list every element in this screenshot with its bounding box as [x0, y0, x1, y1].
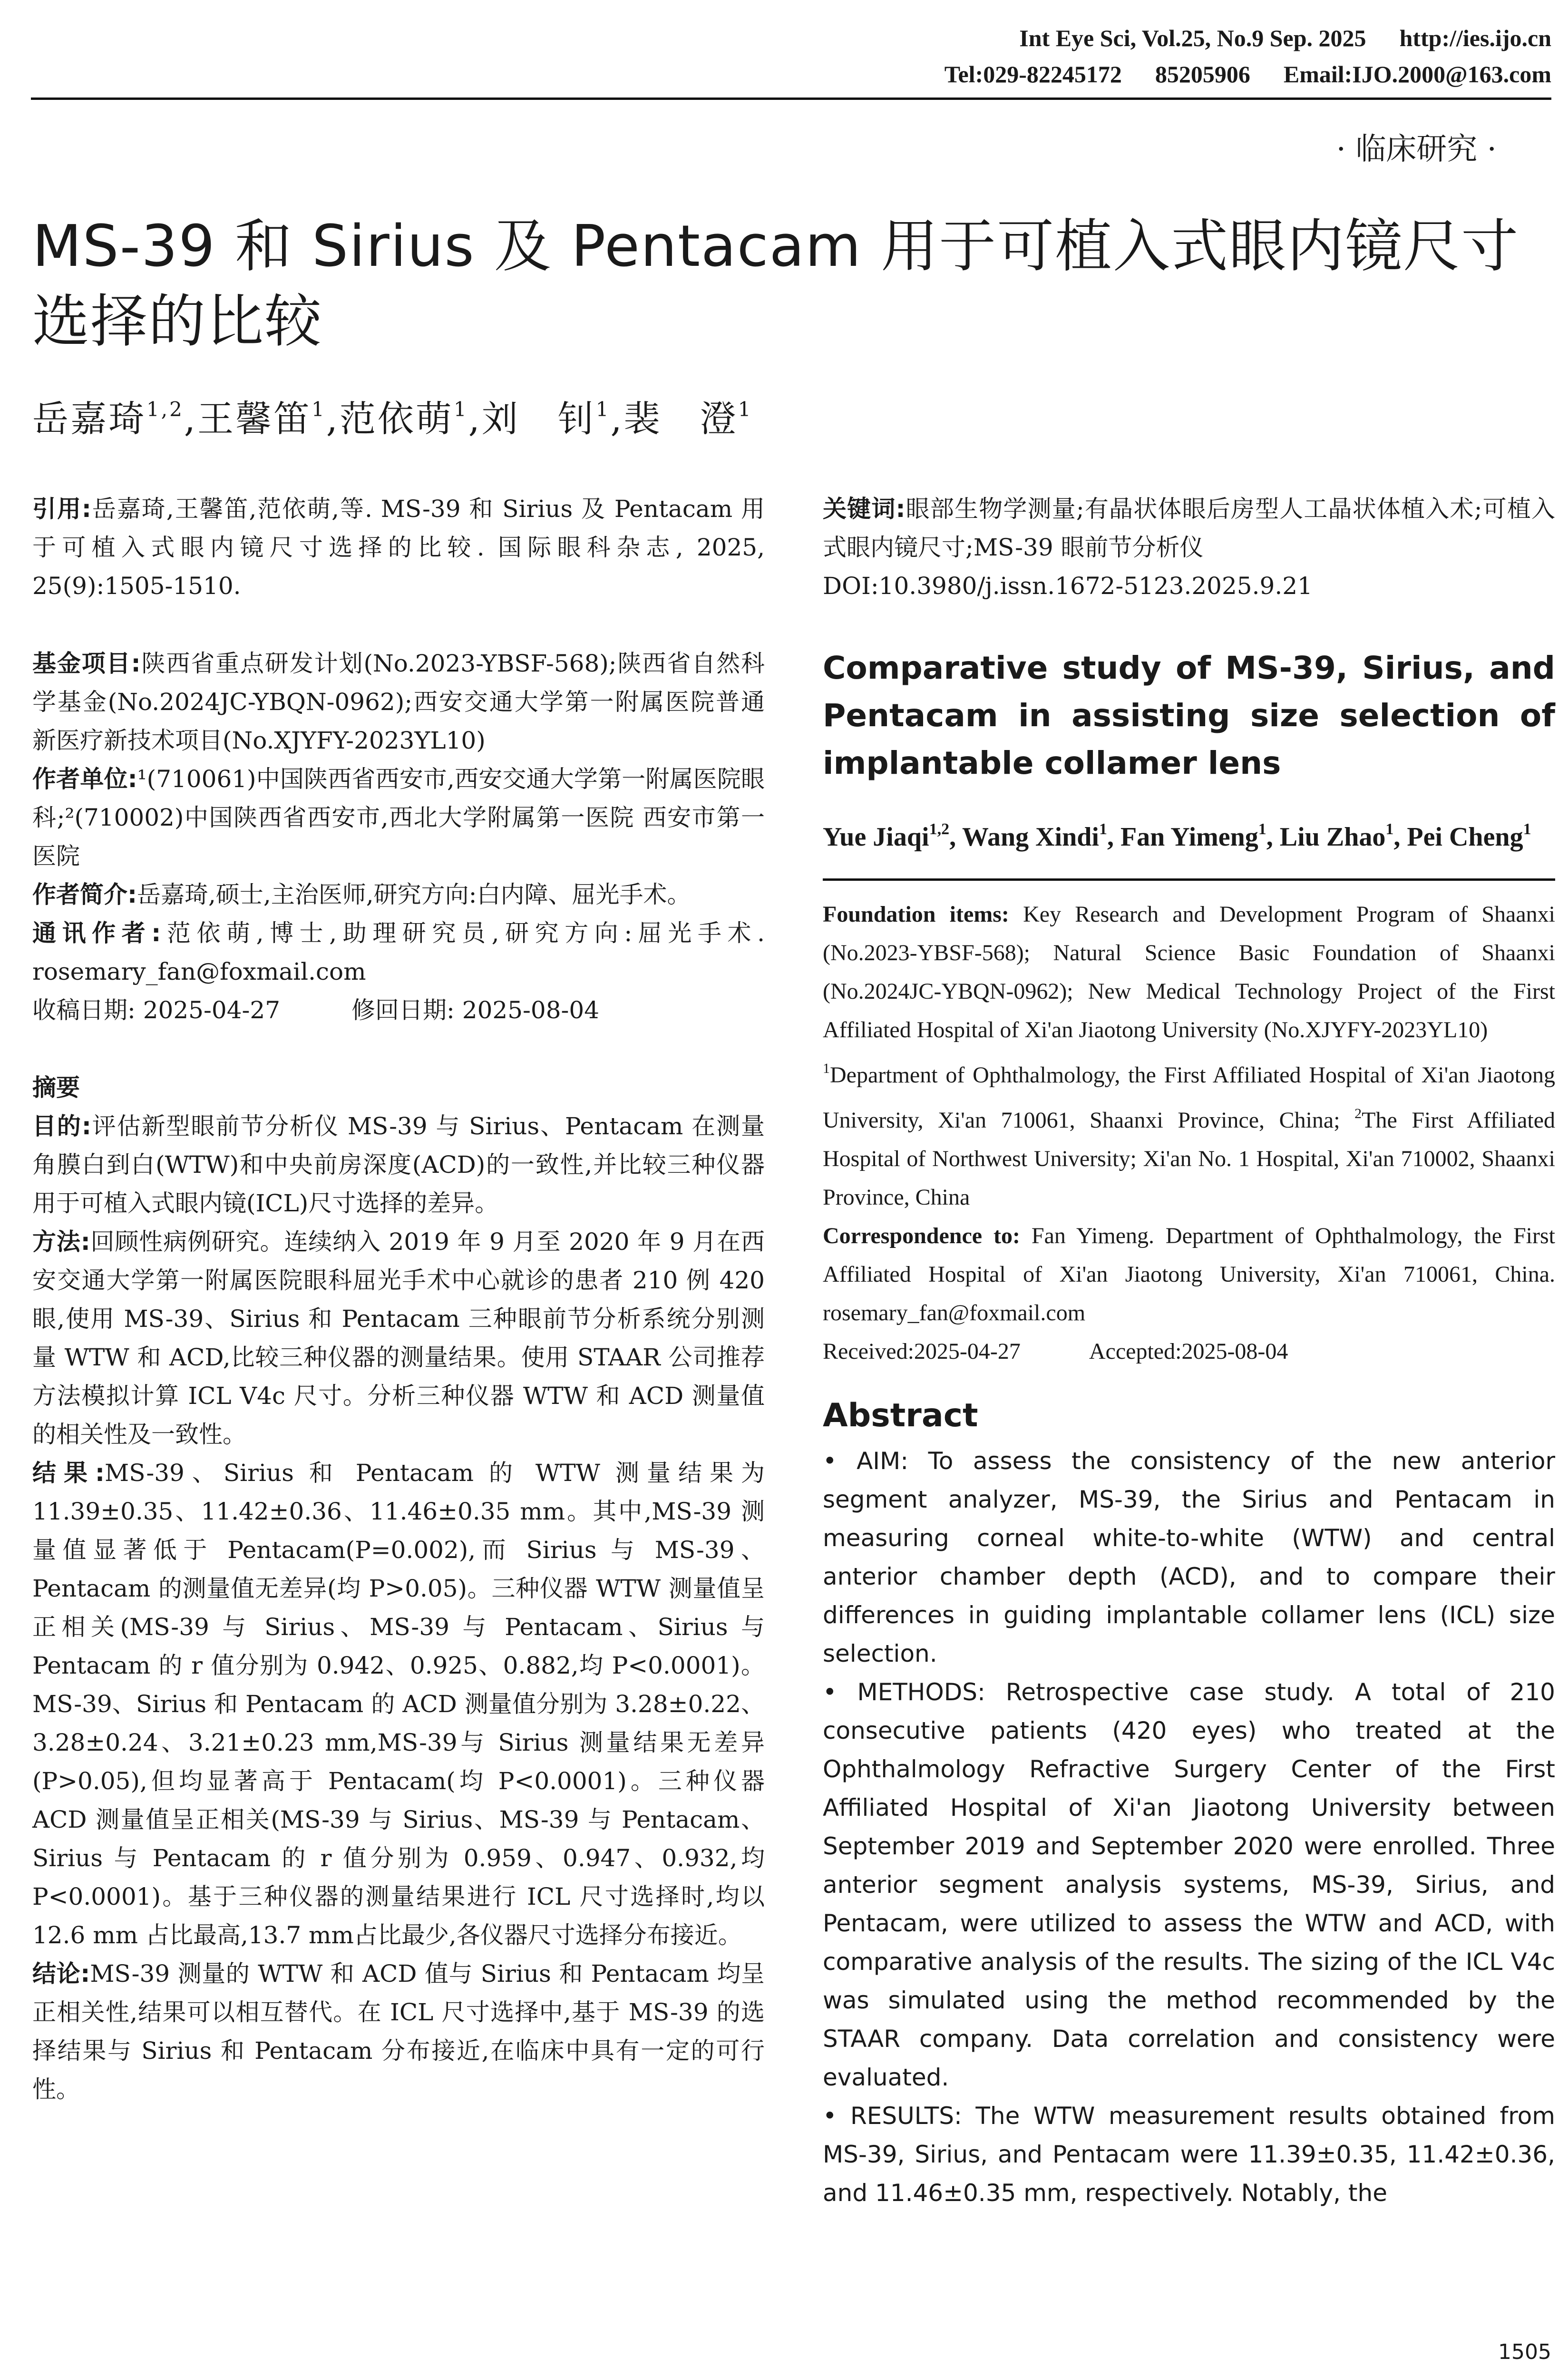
- article-title-en: Comparative study of MS-39, Sirius, and Pentacam in assisting size selection of implantable collamer lens: [823, 650, 1555, 781]
- author-affil-sup: 1,2: [146, 398, 184, 421]
- received-en: Received:2025-04-27: [823, 1339, 1021, 1364]
- aim-label: 目的:: [32, 1112, 91, 1140]
- conclusion-text: MS-39 测量的 WTW 和 ACD 值与 Sirius 和 Pentacam 均呈正相关性,结果可以相互替代。在 ICL 尺寸选择中,基于 MS-39 的选择结果与 Sirius 和 Pentacam 分布接近,在临床中具有一定的可行性。: [32, 1960, 765, 2103]
- affiliation-en-block: [823, 1049, 1555, 1217]
- author-affil-sup: 1: [595, 398, 611, 421]
- bio-block: [32, 876, 765, 914]
- methods-block: [32, 1223, 765, 1454]
- author-list-en: [823, 806, 1555, 860]
- author-affil-sup: 1: [738, 398, 753, 421]
- conclusion-block: [32, 1955, 765, 2109]
- foundation-label: Foundation items:: [823, 902, 1009, 927]
- author-affil-sup: 1: [1099, 820, 1107, 838]
- left-column: [32, 490, 765, 2109]
- author-affil-sup: 1,2: [929, 820, 950, 838]
- affil-sup: 2: [1354, 1106, 1362, 1121]
- results-block: [32, 1454, 765, 1955]
- methods-text: 回顾性病例研究。连续纳入 2019 年 9 月至 2020 年 9 月在西安交通大学第一附属医院眼科屈光手术中心就诊的患者 210 例 420 眼,使用 MS-39、Sirius 和 Pentacam 三种眼前节分析系统分别测量 WTW 和 ACD,比较三种仪器的测量结果。使用 STAAR 公司推荐方法模拟计算 ICL V4c 尺寸。分析三种仪器 WTW 和 ACD 测量值的相关性及一致性。: [32, 1228, 765, 1448]
- correspondence-text: 范依萌,博士,助理研究员,研究方向:屈光手术. rosemary_fan@foxmail.com: [32, 919, 765, 985]
- accepted-en: Accepted:2025-08-04: [1089, 1339, 1288, 1364]
- affiliation-en-2: The First Affiliated Hospital of Northwest University; Xi'an No. 1 Hospital, Xi'an 710002, Shaanxi Province, China: [823, 1108, 1556, 1210]
- fund-label: 基金项目:: [32, 650, 141, 677]
- author-affil-sup: 1: [1385, 820, 1394, 838]
- spacer: [32, 605, 765, 644]
- fund-text: 陕西省重点研发计划(No.2023-YBSF-568);陕西省自然科学基金(No.2024JC-YBQN-0962);西安交通大学第一附属医院普通新医疗新技术项目(No.XJYFY-2023YL10): [32, 650, 765, 754]
- page-number: 1505: [1498, 2340, 1551, 2364]
- header-divider: [31, 97, 1551, 100]
- dates-en-block: [823, 1332, 1555, 1371]
- header-line-2: [911, 56, 1551, 92]
- author-affil-sup: 1: [1258, 820, 1266, 838]
- spacer: [823, 787, 1555, 806]
- conclusion-label: 结论:: [32, 1960, 90, 1987]
- article-title-cn: MS-39 和 Sirius 及 Pentacam 用于可植入式眼内镜尺寸选择的比较: [32, 214, 1519, 355]
- journal-url[interactable]: http://ies.ijo.cn: [1399, 25, 1551, 51]
- abstract-heading-en: Abstract: [823, 1397, 978, 1434]
- author-name: ,刘 钊: [468, 398, 596, 440]
- foundation-block: [823, 895, 1555, 1049]
- author-name: , Wang Xindi: [949, 822, 1099, 852]
- author-list-cn: [32, 390, 752, 442]
- abstract-heading-cn: 摘要: [32, 1074, 80, 1101]
- affil-sup: 1: [823, 1061, 830, 1076]
- dates-block: [32, 991, 765, 1030]
- affiliation-text: ¹(710061)中国陕西省西安市,西安交通大学第一附属医院眼科;²(710002)中国陕西省西安市,西北大学附属第一医院 西安市第一医院: [32, 765, 765, 870]
- received-date: 收稿日期: 2025-04-27: [32, 996, 281, 1024]
- author-name: , Fan Yimeng: [1107, 822, 1258, 852]
- citation-text: 岳嘉琦,王馨笛,范依萌,等. MS-39 和 Sirius 及 Pentacam 用于可植入式眼内镜尺寸选择的比较. 国际眼科杂志, 2025, 25(9):1505-1510.: [32, 495, 765, 600]
- correspondence-en-label: Correspondence to:: [823, 1223, 1020, 1248]
- author-affil-sup: 1: [1523, 820, 1531, 838]
- author-affil-sup: 1: [311, 398, 326, 421]
- affiliation-block: [32, 760, 765, 876]
- journal-email[interactable]: Email:IJO.2000@163.com: [1283, 61, 1551, 88]
- author-name: , Liu Zhao: [1266, 822, 1386, 852]
- bio-text: 岳嘉琦,硕士,主治医师,研究方向:白内障、屈光手术。: [137, 881, 691, 908]
- journal-tel-2: 85205906: [1155, 61, 1250, 88]
- abstract-results-en: • RESULTS: The WTW measurement results obtained from MS-39, Sirius, and Pentacam were 11.39±0.35, 11.42±0.36, and 11.46±0.35 mm, respectively. Notably, the: [823, 2102, 1555, 2207]
- foundation-text: Key Research and Development Program of Shaanxi (No.2023-YBSF-568); Natural Science Basic Foundation of Shaanxi (No.2024JC-YBQN-0962); New Medical Technology Project of the First Affiliated Hospital of Xi'an Jiaotong University (No.XJYFY-2023YL10): [823, 902, 1556, 1042]
- author-name: ,王馨笛: [184, 398, 312, 440]
- aim-text: 评估新型眼前节分析仪 MS-39 与 Sirius、Pentacam 在测量角膜白到白(WTW)和中央前房深度(ACD)的一致性,并比较三种仪器用于可植入式眼内镜(ICL)尺寸选择的差异。: [32, 1112, 765, 1217]
- running-header: [911, 20, 1551, 92]
- author-name: ,裴 澄: [610, 398, 738, 440]
- header-line-1: [911, 20, 1551, 56]
- author-name: Yue Jiaqi: [823, 822, 929, 852]
- results-label: 结果:: [32, 1459, 105, 1487]
- journal-tel: Tel:029-82245172: [944, 61, 1122, 88]
- keywords-block: [823, 490, 1555, 567]
- bio-label: 作者简介:: [32, 881, 137, 908]
- author-affil-sup: 1: [453, 398, 468, 421]
- section-tag: · 临床研究 ·: [1336, 132, 1497, 167]
- fund-block: [32, 644, 765, 760]
- author-name: ,范依萌: [326, 398, 454, 440]
- journal-citation: Int Eye Sci, Vol.25, No.9 Sep. 2025: [1019, 25, 1366, 51]
- right-column: [823, 490, 1555, 2212]
- abstract-methods-en: • METHODS: Retrospective case study. A total of 210 consecutive patients (420 eyes) who treated at the Ophthalmology Refractive Surgery Center of the First Affiliated Hospital of Xi'an Jiaotong University between September 2019 and September 2020 were enrolled. Three anterior segment analysis systems, MS-39, Sirius, and Pentacam, were utilized to assess the WTW and ACD, with comparative analysis of the results. The sizing of the ICL V4c was simulated using the method recommended by the STAAR company. Data correlation and consistency were evaluated.: [823, 1678, 1555, 2091]
- results-text: MS-39、Sirius 和 Pentacam 的 WTW 测量结果为 11.39±0.35、11.42±0.36、11.46±0.35 mm。其中,MS-39 测量值显著低于 Pentacam(P=0.002),而 Sirius 与 MS-39、Pentacam 的测量值无差异(均 P>0.05)。三种仪器 WTW 测量值呈正相关(MS-39 与 Sirius、MS-39 与 Pentacam、Sirius 与 Pentacam 的 r 值分别为 0.942、0.925、0.882,均 P<0.0001)。MS-39、Sirius 和 Pentacam 的 ACD 测量值分别为 3.28±0.22、3.28±0.24、3.21±0.23 mm,MS-39与 Sirius 测量结果无差异(P>0.05),但均显著高于 Pentacam(均 P<0.0001)。三种仪器 ACD 测量值呈正相关(MS-39 与 Sirius、MS-39 与 Pentacam、Sirius 与 Pentacam 的 r 值分别为 0.959、0.947、0.932,均 P<0.0001)。基于三种仪器的测量结果进行 ICL 尺寸选择时,均以 12.6 mm 占比最高,13.7 mm占比最少,各仪器尺寸选择分布接近。: [32, 1459, 765, 1949]
- citation-block: [32, 490, 765, 605]
- column-divider: [823, 878, 1555, 881]
- correspondence-block: [32, 914, 765, 991]
- correspondence-label: 通讯作者:: [32, 919, 161, 947]
- spacer: [32, 1030, 765, 1069]
- affiliation-en-1: Department of Ophthalmology, the First Affiliated Hospital of Xi'an Jiaotong University, Xi'an 710061, Shaanxi Province, China;: [823, 1062, 1555, 1133]
- abstract-aim-en: • AIM: To assess the consistency of the new anterior segment analyzer, MS-39, the Sirius and Pentacam in measuring corneal white-to-white (WTW) and central anterior chamber depth (ACD), and to compare their differences in guiding implantable collamer lens (ICL) size selection.: [823, 1447, 1555, 1667]
- affiliation-label: 作者单位:: [32, 765, 137, 793]
- keywords-label: 关键词:: [823, 495, 906, 523]
- citation-label: 引用:: [32, 495, 91, 523]
- correspondence-en-block: [823, 1217, 1555, 1332]
- correspondence-en-text: Fan Yimeng. Department of Ophthalmology, the First Affiliated Hospital of Xi'an Jiaotong University, Xi'an 710061, China. rosemary_fan@foxmail.com: [823, 1223, 1555, 1325]
- author-name: 岳嘉琦: [32, 398, 146, 440]
- revised-date: 修回日期: 2025-08-04: [351, 996, 600, 1024]
- keywords-text: 眼部生物学测量;有晶状体眼后房型人工晶状体植入术;可植入式眼内镜尺寸;MS-39 眼前节分析仪: [823, 495, 1555, 561]
- doi[interactable]: DOI:10.3980/j.issn.1672-5123.2025.9.21: [823, 572, 1313, 600]
- spacer: [823, 605, 1555, 644]
- aim-block: [32, 1107, 765, 1223]
- methods-label: 方法:: [32, 1228, 90, 1256]
- author-name: , Pei Cheng: [1393, 822, 1523, 852]
